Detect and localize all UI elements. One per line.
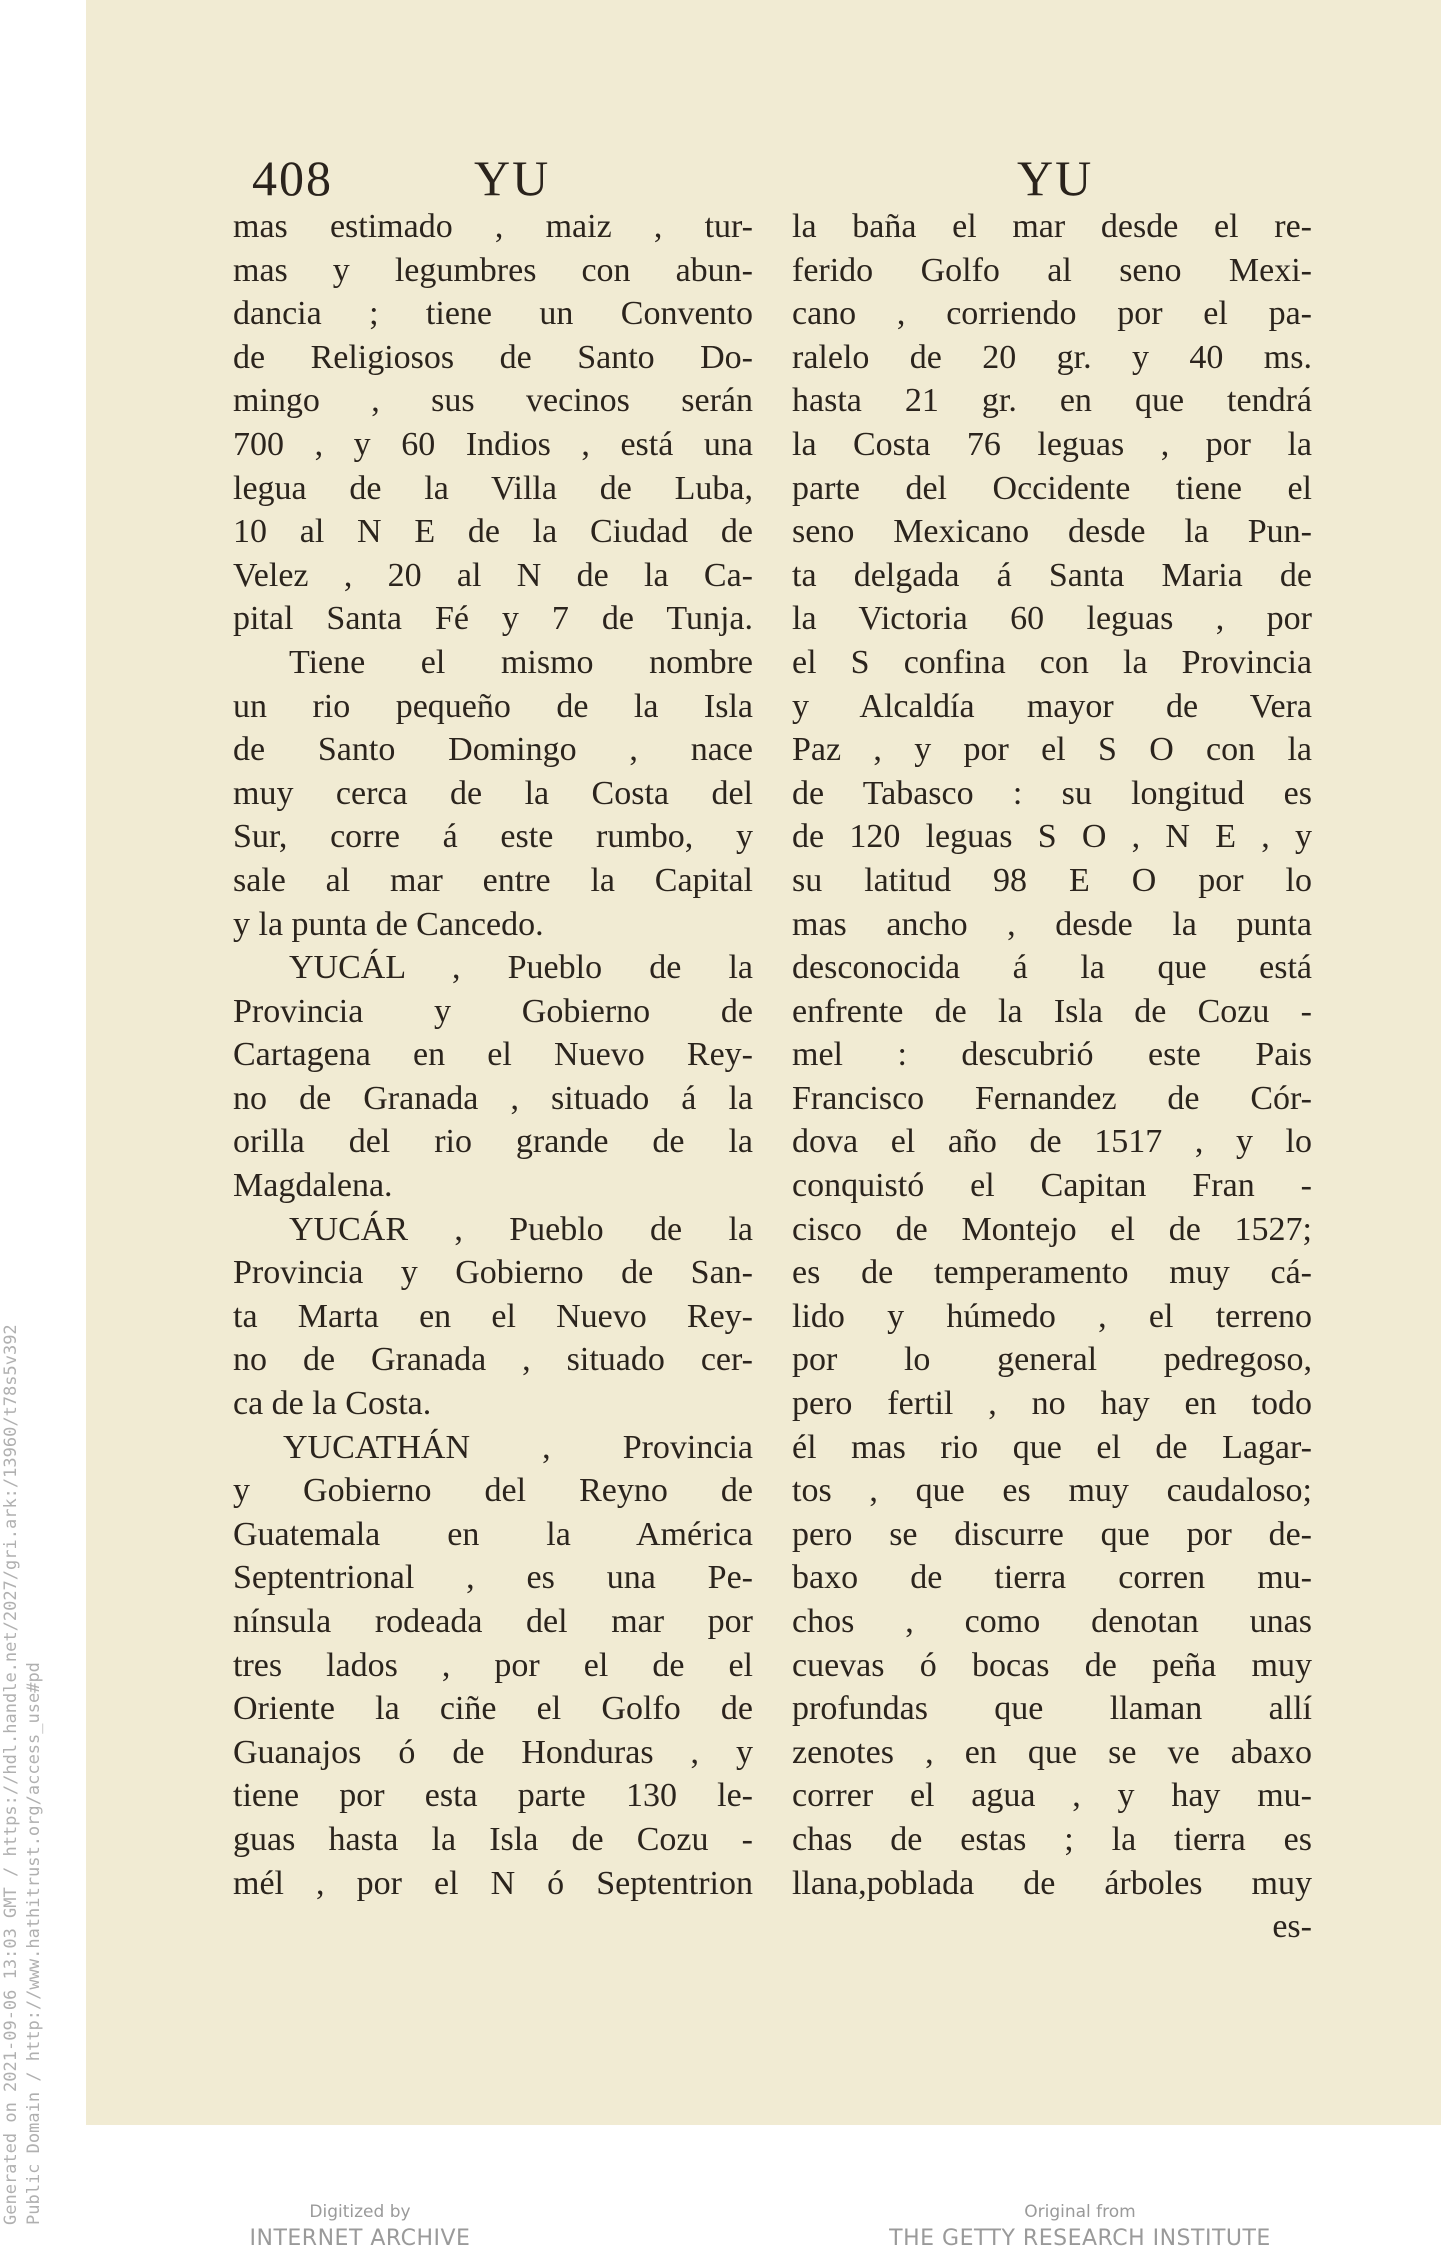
entry-heading-line: YUCÁL , Pueblo de la xyxy=(289,949,753,987)
text-line: 700 , y 60 Indios , está una xyxy=(233,425,753,463)
original-from-credit xyxy=(860,2202,1300,2251)
text-line: es de temperamento muy cá- xyxy=(792,1254,1312,1292)
text-line: Guatemala en la América xyxy=(233,1515,753,1553)
internet-archive-label: INTERNET ARCHIVE xyxy=(249,2226,471,2251)
text-line: conquistó el Capitan Fran - xyxy=(792,1167,1312,1205)
text-line: ta Marta en el Nuevo Rey- xyxy=(233,1297,753,1335)
text-line: zenotes , en que se ve abaxo xyxy=(792,1733,1312,1771)
text-line: el S confina con la Provincia xyxy=(792,643,1312,681)
text-line: ralelo de 20 gr. y 40 ms. xyxy=(792,338,1312,376)
text-line: seno Mexicano desde la Pun- xyxy=(792,513,1312,551)
text-line: y Alcaldía mayor de Vera xyxy=(792,687,1312,725)
text-line: y la punta de Cancedo. xyxy=(233,905,544,943)
text-line: chos , como denotan unas xyxy=(792,1603,1312,1640)
text-line: de Religiosos de Santo Do- xyxy=(233,338,753,376)
stamp-line-public-domain: Public Domain / http://www.hathitrust.org/access_use#pd xyxy=(24,1662,44,2225)
text-line: tres lados , por el de el xyxy=(233,1646,753,1684)
text-line: hasta 21 gr. en que tendrá xyxy=(792,382,1312,420)
text-line: mél , por el N ó Septentrion xyxy=(233,1864,753,1902)
text-line: Guanajos ó de Honduras , y xyxy=(233,1733,753,1771)
text-line: su latitud 98 E O por lo xyxy=(792,861,1312,899)
text-line: Paz , y por el S O con la xyxy=(792,731,1312,769)
text-line: nínsula rodeada del mar por xyxy=(233,1603,753,1640)
left-running-head: YU xyxy=(474,150,551,206)
digitized-by-label: Digitized by xyxy=(309,2202,411,2222)
text-line: pero fertil , no hay en todo xyxy=(792,1385,1312,1423)
text-line: y Gobierno del Reyno de xyxy=(233,1472,753,1510)
text-line: muy cerca de la Costa del xyxy=(233,774,753,812)
text-line: Magdalena. xyxy=(233,1167,393,1205)
text-line: desconocida á la que está xyxy=(792,949,1312,987)
text-line: tiene por esta parte 130 le- xyxy=(233,1777,753,1815)
hathitrust-generation-stamp xyxy=(0,1105,46,2225)
text-line: Septentrional , es una Pe- xyxy=(233,1559,753,1597)
text-line: Francisco Fernandez de Cór- xyxy=(792,1079,1312,1117)
catchword: es- xyxy=(1272,1908,1312,1946)
text-line: dancia ; tiene un Convento xyxy=(233,295,753,333)
text-line: lido y húmedo , el terreno xyxy=(792,1297,1312,1335)
original-from-label: Original from xyxy=(1024,2202,1136,2222)
text-line: sale al mar entre la Capital xyxy=(233,861,753,899)
text-line: cisco de Montejo el de 1527; xyxy=(792,1210,1312,1248)
text-line: Sur, corre á este rumbo, y xyxy=(233,818,753,856)
entry-heading-line: YUCATHÁN , Provincia xyxy=(283,1428,753,1466)
text-line: profundas que llaman allí xyxy=(792,1690,1312,1728)
getty-research-institute-label: THE GETTY RESEARCH INSTITUTE xyxy=(889,2226,1271,2251)
text-line: Tiene el mismo nombre xyxy=(289,643,753,681)
text-line: de 120 leguas S O , N E , y xyxy=(792,818,1312,856)
left-text-column xyxy=(233,205,753,1905)
text-line: mas ancho , desde la punta xyxy=(792,905,1312,943)
text-line: Provincia y Gobierno de xyxy=(233,992,753,1030)
text-line: dova el año de 1517 , y lo xyxy=(792,1123,1312,1161)
text-line: guas hasta la Isla de Cozu - xyxy=(233,1820,753,1858)
text-line: Provincia y Gobierno de San- xyxy=(233,1254,753,1292)
text-line: pital Santa Fé y 7 de Tunja. xyxy=(233,600,753,638)
right-text-column xyxy=(792,205,1312,1949)
text-line: no de Granada , situado cer- xyxy=(233,1341,753,1379)
text-line: él mas rio que el de Lagar- xyxy=(792,1428,1312,1466)
text-line: legua de la Villa de Luba, xyxy=(233,469,753,507)
text-line: correr el agua , y hay mu- xyxy=(792,1777,1312,1815)
text-line: cano , corriendo por el pa- xyxy=(792,295,1312,333)
text-line: Velez , 20 al N de la Ca- xyxy=(233,556,753,594)
entry-heading-line: YUCÁR , Pueblo de la xyxy=(289,1210,753,1248)
text-line: parte del Occidente tiene el xyxy=(792,469,1312,507)
text-line: pero se discurre que por de- xyxy=(792,1515,1312,1553)
text-line: mas estimado , maiz , tur- xyxy=(233,208,753,245)
text-line: por lo general pedregoso, xyxy=(792,1341,1312,1379)
text-line: la Costa 76 leguas , por la xyxy=(792,425,1312,463)
text-line: llana,poblada de árboles muy xyxy=(792,1864,1312,1902)
text-line: de Tabasco : su longitud es xyxy=(792,774,1312,812)
text-line: la baña el mar desde el re- xyxy=(792,208,1312,245)
text-line: ta delgada á Santa Maria de xyxy=(792,556,1312,594)
text-line: ca de la Costa. xyxy=(233,1385,432,1423)
text-line: la Victoria 60 leguas , por xyxy=(792,600,1312,638)
text-line: enfrente de la Isla de Cozu - xyxy=(792,992,1312,1030)
text-line: ferido Golfo al seno Mexi- xyxy=(792,251,1312,289)
text-line: orilla del rio grande de la xyxy=(233,1123,753,1161)
text-line: 10 al N E de la Ciudad de xyxy=(233,513,753,551)
right-running-head: YU xyxy=(1017,150,1094,206)
page-number: 408 xyxy=(252,150,333,206)
stamp-line-generated: Generated on 2021-09-06 13:03 GMT / https://hdl.handle.net/2027/gri.ark:/13960/t78s5v392 xyxy=(1,1324,21,2225)
text-line: mas y legumbres con abun- xyxy=(233,251,753,289)
text-line: cuevas ó bocas de peña muy xyxy=(792,1646,1312,1684)
text-line: de Santo Domingo , nace xyxy=(233,731,753,769)
text-line: chas de estas ; la tierra es xyxy=(792,1820,1312,1858)
text-line: tos , que es muy caudaloso; xyxy=(792,1472,1312,1510)
text-line: un rio pequeño de la Isla xyxy=(233,687,753,725)
text-line: mingo , sus vecinos serán xyxy=(233,382,753,420)
text-line: mel : descubrió este Pais xyxy=(792,1036,1312,1074)
text-line: Cartagena en el Nuevo Rey- xyxy=(233,1036,753,1074)
text-line: Oriente la ciñe el Golfo de xyxy=(233,1690,753,1728)
text-line: baxo de tierra corren mu- xyxy=(792,1559,1312,1597)
digitized-by-credit xyxy=(200,2202,520,2251)
text-line: no de Granada , situado á la xyxy=(233,1079,753,1117)
